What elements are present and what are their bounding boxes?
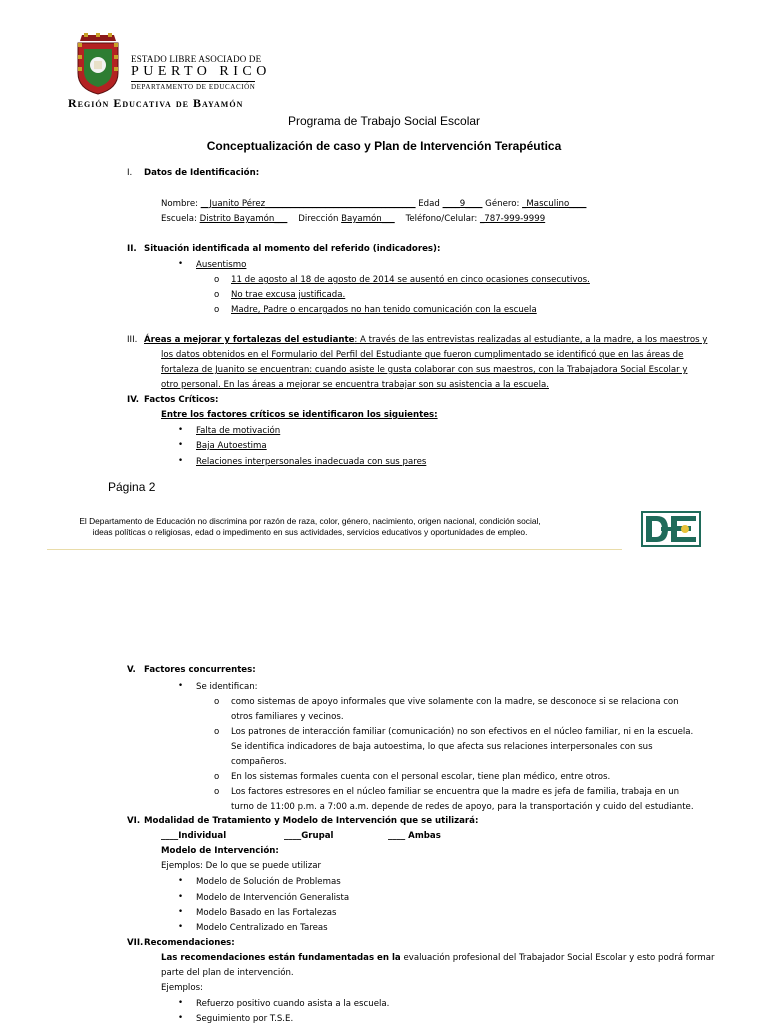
section-7-heading: Recomendaciones:: [144, 938, 235, 948]
circle-bullet-icon: o: [214, 305, 220, 315]
section-3-line: los datos obtenidos en el Formulario del Perfil del Estudiante que fueron cumplimentado se identificó que en las áreas de: [161, 350, 684, 360]
bullet-icon: •: [178, 681, 184, 691]
identification-row-1: [161, 197, 586, 212]
concurrent-factor-line: Los factores estresores en el núcleo familiar se encuentra que la madre es jefa de familia, trabaja en un: [231, 787, 680, 797]
puerto-rico-title: PUERTO RICO: [131, 64, 271, 79]
circle-bullet-icon: o: [214, 697, 220, 707]
circle-bullet-icon: o: [214, 772, 220, 782]
model-item: Modelo Centralizado en Tareas: [196, 923, 328, 933]
bullet-icon: •: [178, 907, 184, 917]
bullet-icon: •: [178, 922, 184, 932]
puerto-rico-seal-icon: [72, 33, 124, 95]
section-4-intro: Entre los factores críticos se identificaron los siguientes:: [161, 410, 438, 420]
section-3-line: fortaleza de Juanito se encuentran: cuando asiste le gusta colaborar con sus maestros, con la Trabajadora Social Escolar y: [161, 365, 688, 375]
departamento-educacion: DEPARTAMENTO DE EDUCACIÓN: [131, 83, 256, 91]
section-2-item: 11 de agosto al 18 de agosto de 2014 se ausentó en cinco ocasiones consecutivos.: [231, 275, 590, 285]
recommendations-intro: [161, 951, 715, 966]
direccion-value: Bayamón___: [341, 214, 395, 224]
bullet-icon: •: [178, 1013, 184, 1023]
edad-label: Edad: [418, 199, 440, 209]
recommendation-item: Refuerzo positivo cuando asista a la escuela.: [196, 999, 390, 1009]
recommendations-line: parte del plan de intervención.: [161, 968, 294, 978]
concurrent-factor-line: turno de 11:00 p.m. a 7:00 a.m. depende de redes de apoyo, para la transportación y cuido del estudiante.: [231, 802, 694, 812]
option-individual[interactable]: ____Individual: [161, 831, 227, 841]
bullet-icon: •: [178, 892, 184, 902]
programa-title: Programa de Trabajo Social Escolar: [287, 114, 481, 128]
bullet-icon: •: [178, 425, 184, 435]
bullet-icon: •: [178, 440, 184, 450]
de-logo-icon: [641, 511, 701, 547]
section-2-heading: Situación identificada al momento del referido (indicadores):: [144, 244, 441, 254]
genero-label: Género:: [485, 199, 520, 209]
footer-line: ideas políticas o religiosas, edad o impedimento en sus actividades, servicios educativos y oportunidades de empleo.: [92, 527, 528, 537]
region-educativa: Región Educativa de Bayamón: [68, 96, 244, 110]
modelo-ejemplos: Ejemplos: De lo que se puede utilizar: [161, 861, 322, 871]
direccion-label: Dirección: [298, 214, 339, 224]
footer-divider: [47, 549, 622, 550]
section-2-item: No trae excusa justificada.: [231, 290, 346, 300]
bullet-icon: •: [178, 998, 184, 1008]
document-title: Conceptualización de caso y Plan de Intervención Terapéutica: [206, 139, 562, 153]
recommendation-item: Seguimiento por T.S.E.: [196, 1014, 294, 1024]
concurrent-factor-line: Los patrones de interacción familiar (comunicación) no son efectivos en el núcleo familiar, ni en la escuela.: [231, 727, 694, 737]
section-4-number: IV.: [127, 395, 140, 405]
section-3-line: : A través de las entrevistas realizadas al estudiante, a la madre, a los maestros y: [354, 335, 708, 345]
section-1-number: I.: [127, 168, 133, 178]
bullet-icon: •: [178, 456, 184, 466]
identification-row-2: [161, 212, 545, 227]
circle-bullet-icon: o: [214, 787, 220, 797]
section-7-number: VII.: [127, 938, 144, 948]
nombre-label: Nombre:: [161, 199, 199, 209]
modelo-heading: Modelo de Intervención:: [161, 846, 279, 856]
section-3-heading: Áreas a mejorar y fortalezas del estudiante: [144, 335, 355, 345]
concurrent-factor-line: En los sistemas formales cuenta con el personal escolar, tiene plan médico, entre otros.: [231, 772, 611, 782]
section-3-first-line: [144, 333, 707, 348]
concurrent-factor-line: como sistemas de apoyo informales que vive solamente con la madre, se desconoce si se relaciona con: [231, 697, 679, 707]
escuela-value: Distrito Bayamón___: [199, 214, 288, 224]
estado-libre-asociado: ESTADO LIBRE ASOCIADO DE: [131, 54, 262, 64]
section-5-number: V.: [127, 665, 136, 675]
section-4-heading: Factos Críticos:: [144, 395, 219, 405]
section-2-number: II.: [127, 244, 137, 254]
section-3-line: otro personal. En las áreas a mejorar se encuentra trabajar son su asistencia a la escuela.: [161, 380, 549, 390]
section-6-heading: Modalidad de Tratamiento y Modelo de Intervención que se utilizará:: [144, 816, 479, 826]
footer-line: El Departamento de Educación no discrimina por razón de raza, color, género, nacimiento, origen nacional, condición social,: [79, 516, 541, 526]
concurrent-factor-line: compañeros.: [231, 757, 287, 767]
model-item: Modelo de Intervención Generalista: [196, 893, 350, 903]
circle-bullet-icon: o: [214, 727, 220, 737]
model-item: Modelo de Solución de Problemas: [196, 877, 341, 887]
circle-bullet-icon: o: [214, 290, 220, 300]
header-divider: [131, 81, 255, 82]
section-5-heading: Factores concurrentes:: [144, 665, 256, 675]
circle-bullet-icon: o: [214, 275, 220, 285]
escuela-label: Escuela:: [161, 214, 197, 224]
concurrent-factor-line: otros familiares y vecinos.: [231, 712, 344, 722]
section-5-bullet: Se identifican:: [196, 682, 258, 692]
section-2-item: Madre, Padre o encargados no han tenido comunicación con la escuela: [231, 305, 537, 315]
genero-value: _Masculino____: [522, 199, 587, 209]
section-6-number: VI.: [127, 816, 141, 826]
critical-factor-item: Falta de motivación: [196, 426, 281, 436]
model-item: Modelo Basado en las Fortalezas: [196, 908, 337, 918]
non-discrimination-footer: [40, 516, 580, 538]
telefono-label: Teléfono/Celular:: [405, 214, 478, 224]
critical-factor-item: Baja Autoestima: [196, 441, 267, 451]
option-ambas[interactable]: ____ Ambas: [388, 831, 441, 841]
option-grupal[interactable]: ____Grupal: [284, 831, 334, 841]
telefono-value: _787-999-9999: [479, 214, 546, 224]
section-3-number: III.: [127, 335, 138, 345]
bullet-icon: •: [178, 259, 184, 269]
recommendations-intro-rest: evaluación profesional del Trabajador Social Escolar y esto podrá formar: [400, 953, 715, 963]
recommendations-intro-bold: Las recomendaciones están fundamentadas en la: [161, 953, 401, 963]
section-2-bullet: Ausentismo: [196, 260, 247, 270]
nombre-value: __Juanito Pérez___________________________________: [200, 199, 416, 209]
recommendations-ejemplos: Ejemplos:: [161, 983, 203, 993]
section-1-heading: Datos de Identificación:: [144, 168, 260, 178]
edad-value: ____9____: [442, 199, 483, 209]
critical-factor-item: Relaciones interpersonales inadecuada con sus pares: [196, 457, 427, 467]
bullet-icon: •: [178, 876, 184, 886]
concurrent-factor-line: Se identifica indicadores de baja autoestima, lo que afecta sus relaciones interpersonales con sus: [231, 742, 653, 752]
page-number-label: Página 2: [108, 480, 156, 494]
